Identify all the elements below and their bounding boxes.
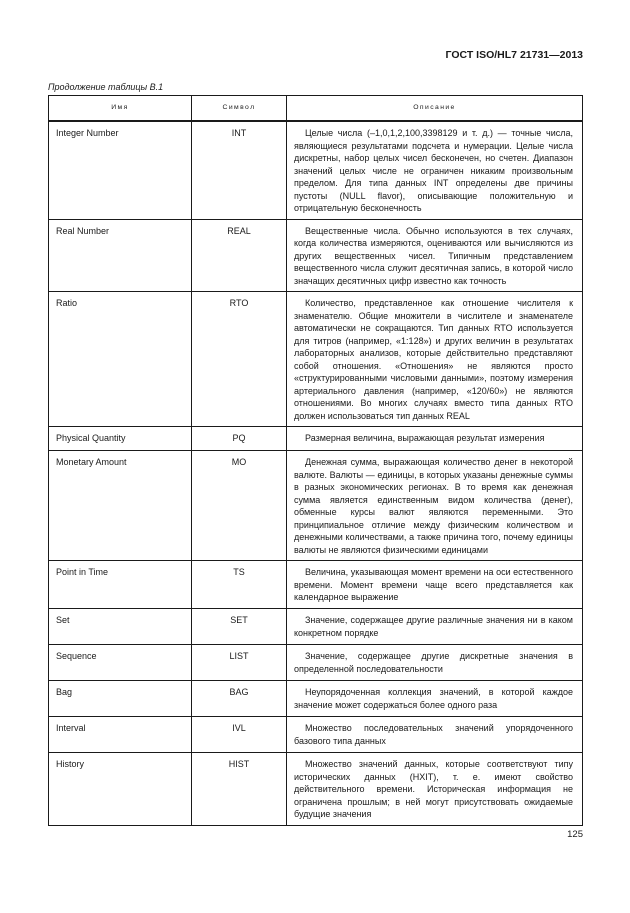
- cell-name: Monetary Amount: [49, 451, 192, 561]
- table-row: [49, 427, 583, 451]
- cell-symbol: BAG: [192, 681, 287, 717]
- table-header-row: [49, 96, 583, 122]
- page-number: 125: [567, 829, 583, 840]
- table-caption: Продолжение таблицы В.1: [48, 82, 164, 92]
- cell-description: Значение, содержащее другие дискретные значения в определенной последовательности: [287, 645, 583, 681]
- cell-symbol: IVL: [192, 717, 287, 753]
- cell-description: Количество, представленное как отношение числителя к знаменателю. Общие множители в числителе и знаменателе автоматически не сокращаются. Тип данных RTO используется для титров (например, «1:128») и других величин в результатах лабораторных анализов, которые действительно представляют собой отношения. «Отношения» не являются просто «структурированными числовыми данными», поэтому измерения артериального давления (например, «120/60») не являются отношениями. Во многих случаях вместо типа данных RTO должен использоваться тип данных REAL: [287, 292, 583, 427]
- table-row: [49, 609, 583, 645]
- cell-name: Ratio: [49, 292, 192, 427]
- cell-name: Interval: [49, 717, 192, 753]
- cell-name: Real Number: [49, 219, 192, 292]
- cell-description: Целые числа (–1,0,1,2,100,3398129 и т. д.) — точные числа, являющиеся результатами подсчета и нумерации. Целые числа дискретны, набор целых чисел бесконечен, но счетен. Диапазон значений целых числе не ограничен никаким произвольным пределом. Для типа данных INT определены две причины пустоты (NULL flavor), описывающие положительную и отрицательную бесконечность: [287, 121, 583, 219]
- table-row: [49, 753, 583, 826]
- cell-name: Point in Time: [49, 561, 192, 609]
- cell-description: Неупорядоченная коллекция значений, в которой каждое значение может содержаться более одного раза: [287, 681, 583, 717]
- cell-symbol: PQ: [192, 427, 287, 451]
- cell-name: Integer Number: [49, 121, 192, 219]
- cell-symbol: LIST: [192, 645, 287, 681]
- table-row: [49, 451, 583, 561]
- cell-symbol: MO: [192, 451, 287, 561]
- cell-description: Множество значений данных, которые соответствуют типу исторических данных (HXIT), т. е. имеют свойство действительного времени. Историческая информация не ограничена прошлым; в ней могут присутствовать ожидаемые будущие значения: [287, 753, 583, 826]
- cell-description: Размерная величина, выражающая результат измерения: [287, 427, 583, 451]
- cell-description: Величина, указывающая момент времени на оси естественного времени. Момент времени чаще всего представляется как календарное выражение: [287, 561, 583, 609]
- table-row: [49, 121, 583, 219]
- table-row: [49, 681, 583, 717]
- cell-symbol: REAL: [192, 219, 287, 292]
- table-row: [49, 717, 583, 753]
- data-types-table: [48, 95, 583, 826]
- cell-name: Physical Quantity: [49, 427, 192, 451]
- cell-symbol: INT: [192, 121, 287, 219]
- column-header-symbol: Символ: [192, 96, 287, 122]
- cell-symbol: HIST: [192, 753, 287, 826]
- cell-description: Множество последовательных значений упорядоченного базового типа данных: [287, 717, 583, 753]
- table-row: [49, 645, 583, 681]
- cell-symbol: SET: [192, 609, 287, 645]
- table-row: [49, 561, 583, 609]
- table-row: [49, 219, 583, 292]
- column-header-name: Имя: [49, 96, 192, 122]
- document-code: ГОСТ ISO/HL7 21731—2013: [445, 49, 583, 61]
- cell-name: Set: [49, 609, 192, 645]
- cell-symbol: TS: [192, 561, 287, 609]
- cell-name: Sequence: [49, 645, 192, 681]
- cell-symbol: RTO: [192, 292, 287, 427]
- cell-name: History: [49, 753, 192, 826]
- cell-description: Значение, содержащее другие различные значения ни в каком конкретном порядке: [287, 609, 583, 645]
- cell-description: Денежная сумма, выражающая количество денег в некоторой валюте. Валюты — единицы, в которых указаны денежные суммы в разных экономических регионах. В то время как денежная сумма является единственным видом количества (денег), обменные курсы валют являются переменными. Это принципиальное отличие между физическим количеством и денежными количествами, а также причина того, почему единицы валюты не являются физическими единицами: [287, 451, 583, 561]
- column-header-description: Описание: [287, 96, 583, 122]
- cell-name: Bag: [49, 681, 192, 717]
- cell-description: Вещественные числа. Обычно используются в тех случаях, когда количества измеряются, оцениваются или вычисляются из других вещественных чисел. Типичным представлением вещественного числа служит десятичная запись, в которой число значащих десятичных цифр известно как точность: [287, 219, 583, 292]
- table-row: [49, 292, 583, 427]
